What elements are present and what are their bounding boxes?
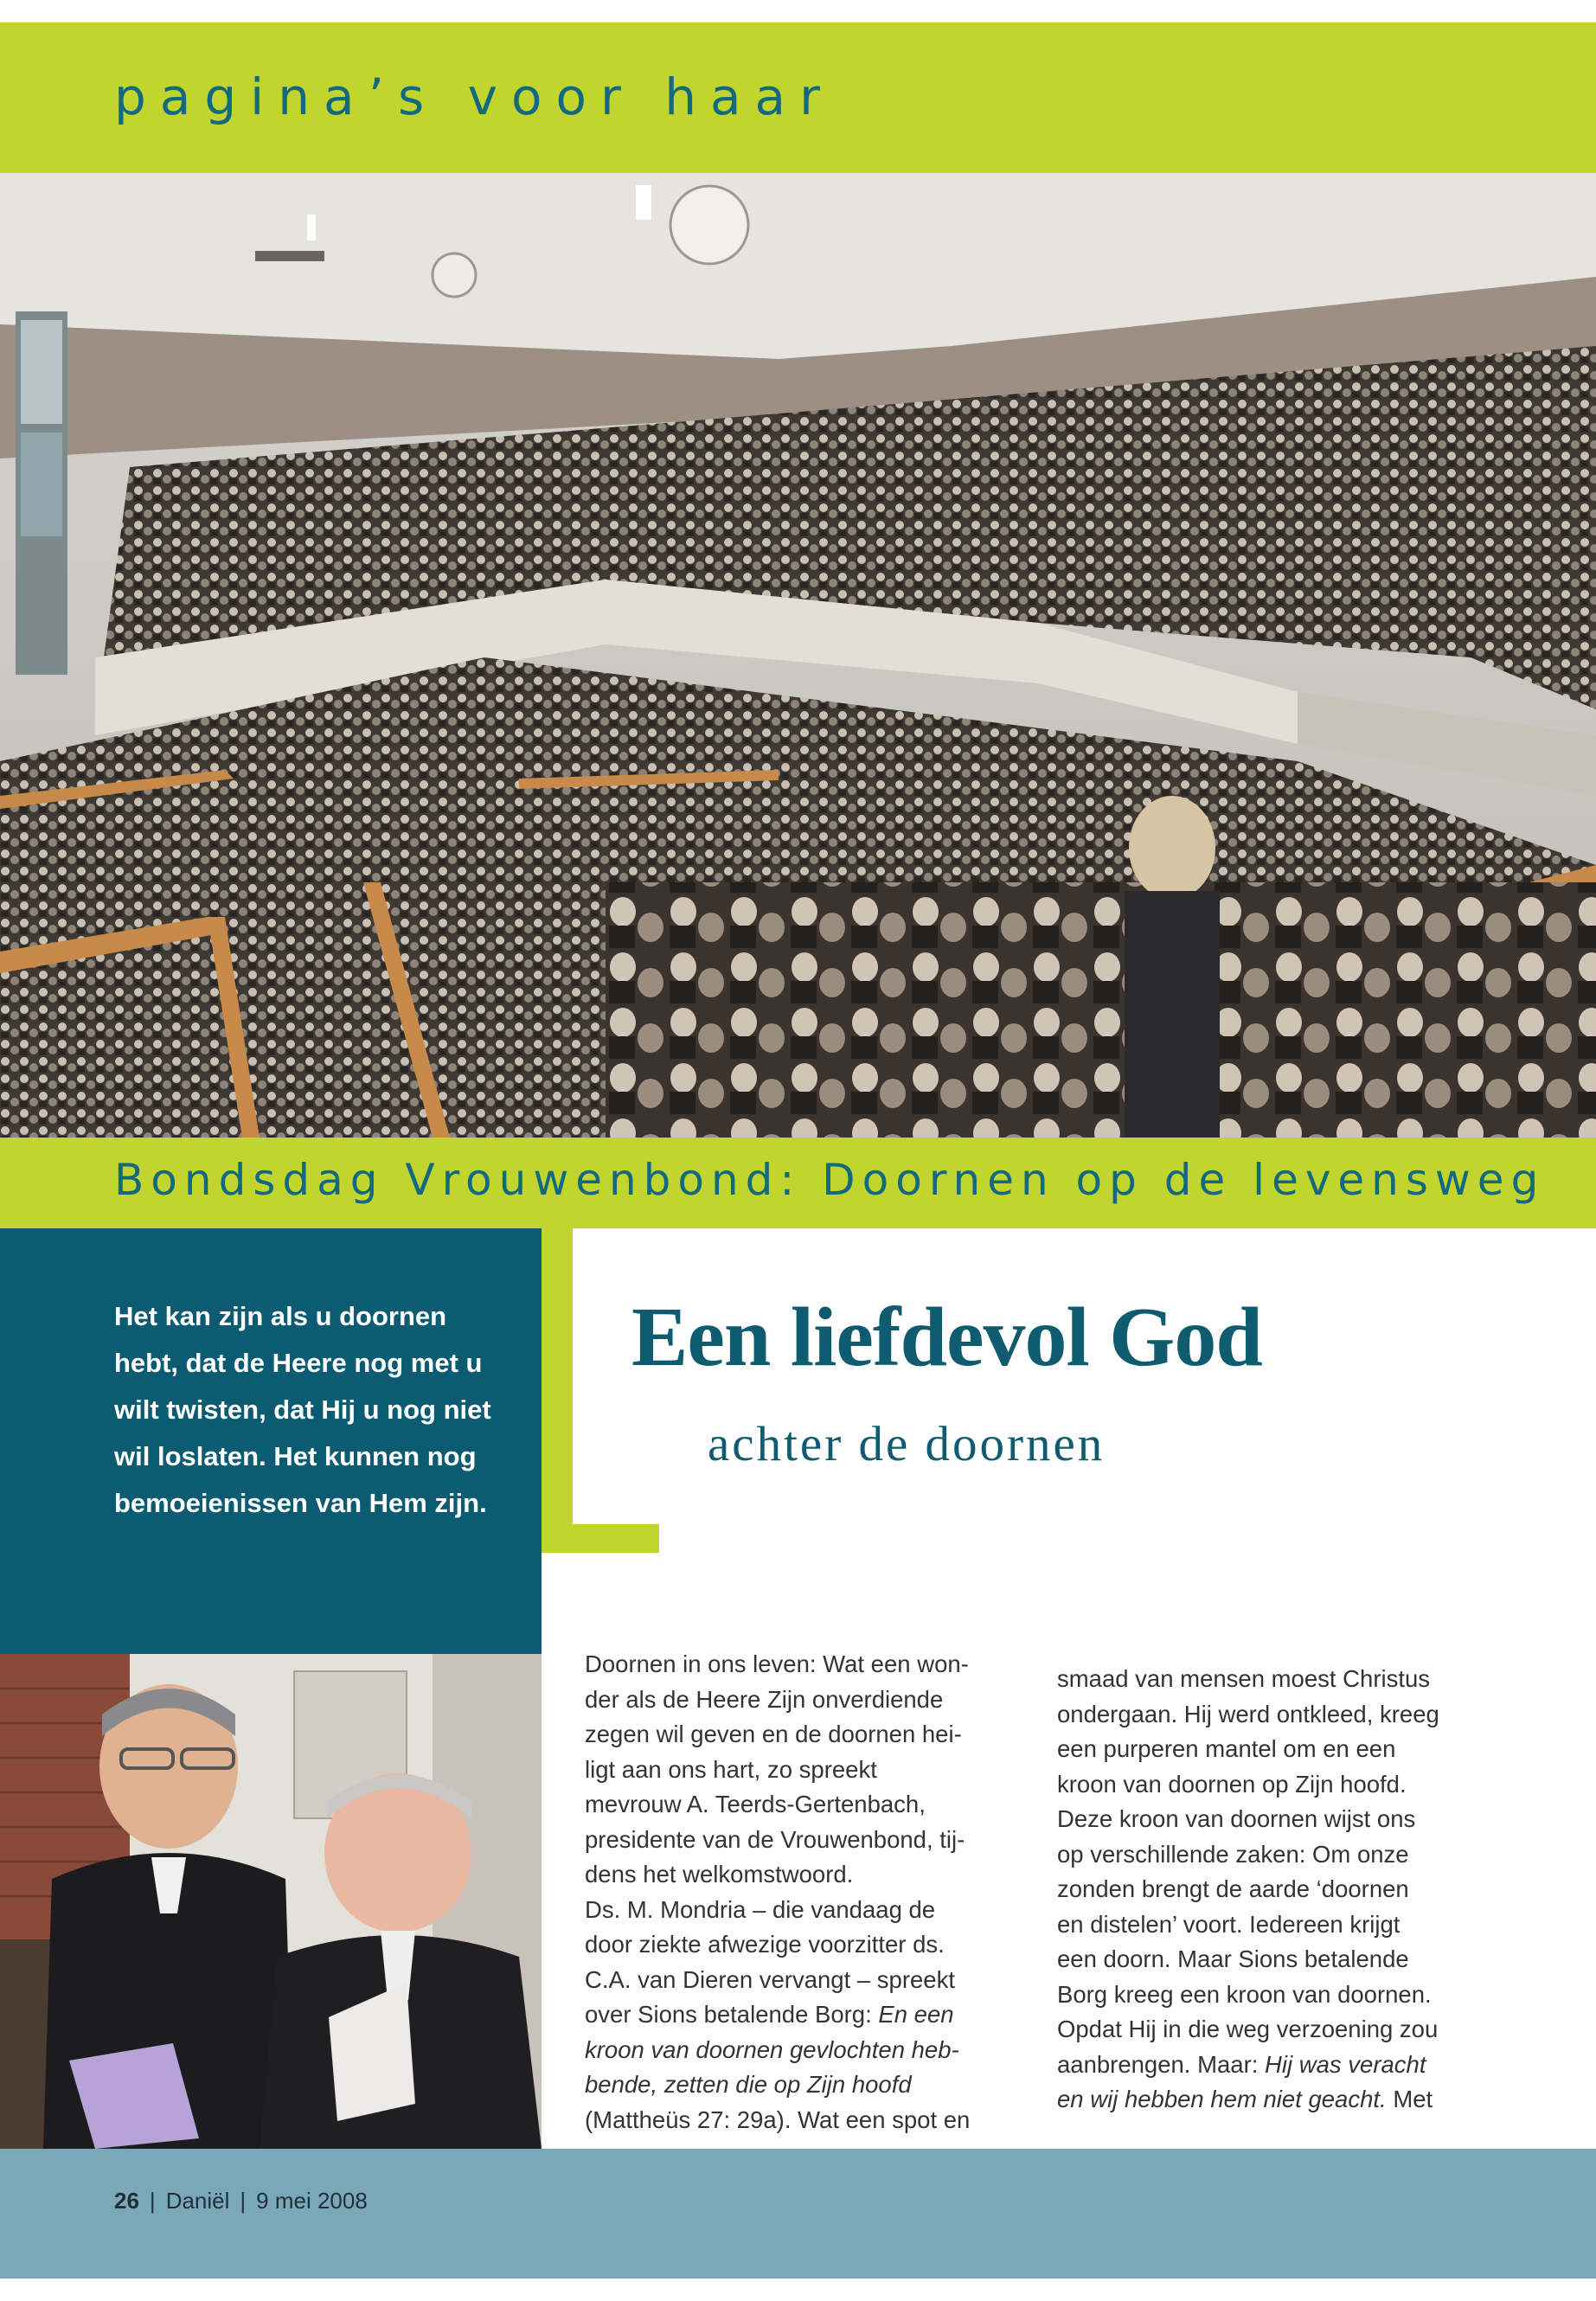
body-line: [1057, 2048, 1507, 2083]
ministers-photo: [0, 1654, 542, 2149]
magazine-name: Daniël: [165, 2188, 230, 2214]
section-title: pagina’s voor haar: [114, 67, 834, 126]
scripture-quote: En een: [878, 2001, 954, 2028]
body-line: Deze kroon van doornen wijst ons: [1057, 1805, 1416, 1832]
body-line: ondergaan. Hij werd ontkleed, kreeg: [1057, 1700, 1439, 1727]
body-line: [1057, 2082, 1507, 2118]
footer-separator: |: [240, 2188, 247, 2214]
issue-date: 9 mei 2008: [256, 2188, 368, 2214]
body-text: over Sions betalende Borg:: [585, 2001, 879, 2028]
body-line: Opdat Hij in die weg verzoening zou: [1057, 2016, 1439, 2042]
body-line: zegen wil geven en de doornen hei-: [585, 1721, 962, 1747]
body-column-1: [585, 1647, 1017, 2138]
body-text: Met: [1386, 2086, 1433, 2112]
headline: Een liefdevol God: [631, 1291, 1262, 1384]
body-line: zonden brengt de aarde ‘doornen: [1057, 1875, 1409, 1902]
scripture-quote: kroon van doornen gevlochten heb-: [585, 2035, 959, 2063]
headline-frame-vertical: [542, 1228, 573, 1553]
body-line: Borg kreeg een kroon van doornen.: [1057, 1980, 1432, 2008]
pull-quote: Het kan zijn als u doornen hebt, dat de Heere nog met u wilt twisten, dat Hij u nog niet wil loslaten. Het kunnen nog bemoeienissen van Hem zijn.: [114, 1301, 491, 1518]
body-text: aanbrengen. Maar:: [1057, 2050, 1266, 2078]
body-line: C.A. van Dieren vervangt – spreekt: [585, 1965, 955, 1993]
body-line: en distelen’ voort. Iedereen krijgt: [1057, 1910, 1401, 1938]
page-footer: [114, 2188, 368, 2214]
body-line: een purperen mantel om en een: [1057, 1735, 1396, 1762]
footer-separator: |: [149, 2188, 156, 2214]
body-line: een doorn. Maar Sions betalende: [1057, 1945, 1409, 1972]
body-line: kroon van doornen op Zijn hoofd.: [1057, 1770, 1407, 1798]
body-line: smaad van mensen moest Christus: [1057, 1665, 1431, 1692]
body-line: der als de Heere Zijn onverdiende: [585, 1685, 944, 1713]
church-interior-photo: [0, 173, 1596, 1138]
body-line: presidente van de Vrouwenbond, tij-: [585, 1825, 965, 1853]
body-line: (Mattheüs 27: 29a). Wat een spot en: [585, 2106, 971, 2133]
body-line: [585, 2067, 1017, 2103]
article-kicker: Bondsdag Vrouwenbond: Doornen op de levensweg: [114, 1155, 1546, 1205]
page-number: 26: [114, 2188, 139, 2214]
scripture-quote: Hij was veracht: [1265, 2050, 1426, 2078]
headline-frame-horizontal: [542, 1524, 659, 1553]
subheadline: achter de doornen: [708, 1417, 1106, 1471]
body-line: ligt aan ons hart, zo spreekt: [585, 1755, 877, 1783]
body-line: door ziekte afwezige voorzitter ds.: [585, 1931, 945, 1958]
body-line: dens het welkomstwoord.: [585, 1861, 854, 1888]
body-column-2: [1057, 1662, 1507, 2118]
scripture-quote: en wij hebben hem niet geacht.: [1057, 2086, 1387, 2112]
body-line: Doornen in ons leven: Wat een won-: [585, 1650, 969, 1677]
body-line: [585, 1997, 1017, 2033]
body-line: op verschillende zaken: Om onze: [1057, 1840, 1409, 1868]
body-line: [585, 2033, 1017, 2068]
body-line: Ds. M. Mondria – die vandaag de: [585, 1895, 936, 1923]
scripture-quote: bende, zetten die op Zijn hoofd: [585, 2071, 912, 2098]
body-line: mevrouw A. Teerds-Gertenbach,: [585, 1791, 926, 1817]
